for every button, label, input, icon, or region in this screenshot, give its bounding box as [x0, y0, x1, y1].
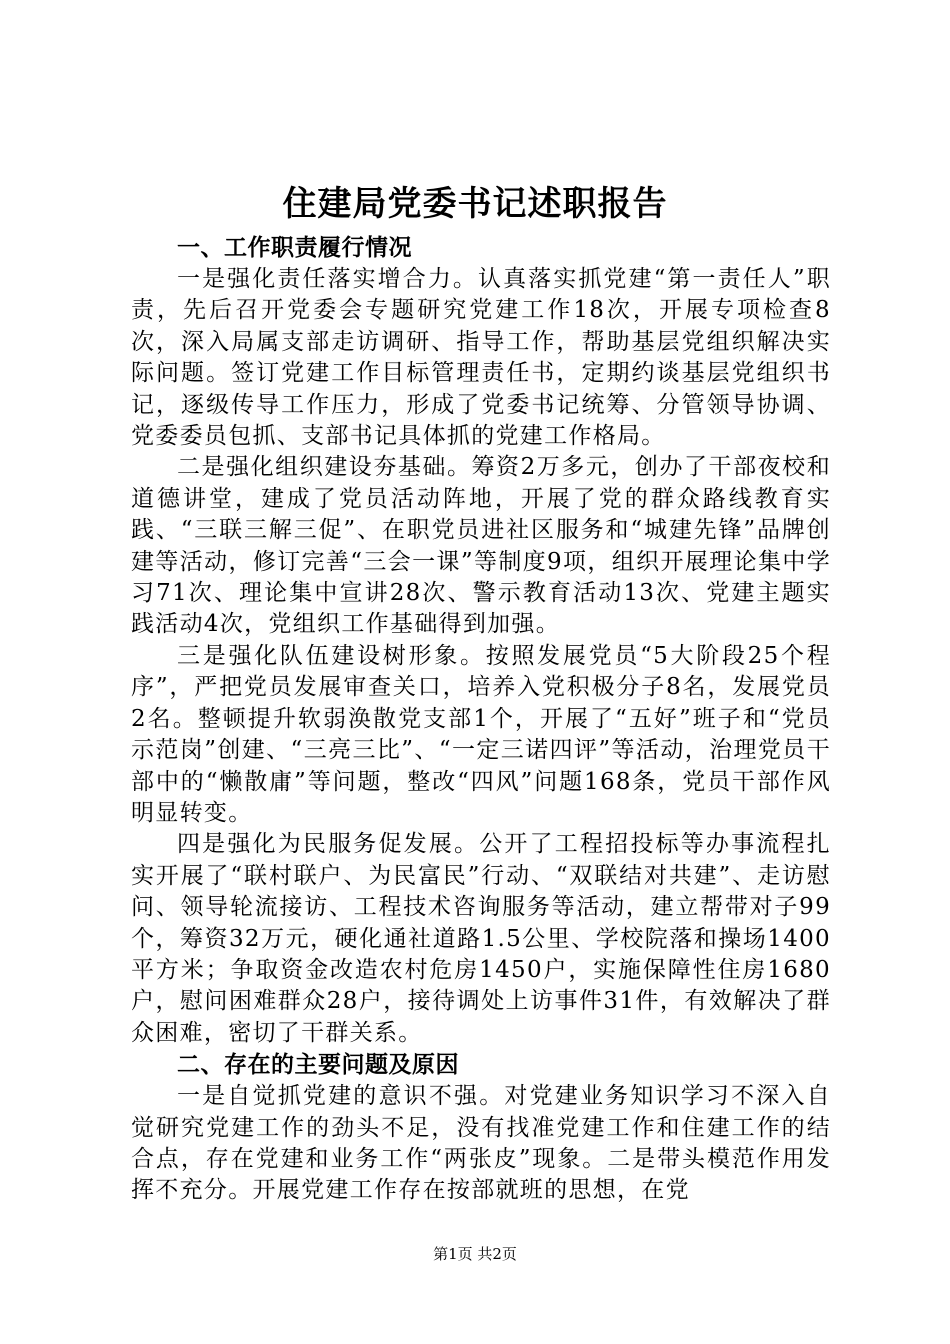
section-heading-problems: 二、存在的主要问题及原因: [177, 1052, 459, 1079]
document-body: [131, 232, 831, 1207]
page-number-footer: 第1页 共2页: [433, 1245, 517, 1263]
paragraph-organization: 二是强化组织建设夯基础。筹资2万多元，创办了干部夜校和道德讲堂，建成了党员活动阵地，开展了党的群众路线教育实践、“三联三解三促”、在职党员进社区服务和“城建先锋”品牌创建等活动，修订完善“三会一课”等制度9项，组织开展理论集中学习71次、理论集中宣讲28次、警示教育活动13次、党建主题实践活动4次，党组织工作基础得到加强。: [131, 454, 831, 638]
document-title: 住建局党委书记述职报告: [282, 184, 668, 224]
section-heading-duties: 一、工作职责履行情况: [177, 235, 412, 261]
paragraph-team: 三是强化队伍建设树形象。按照发展党员“5大阶段25个程序”，严把党员发展审查关口，培养入党积极分子8名，发展党员2名。整顿提升软弱涣散党支部1个，开展了“五好”班子和“党员示范岗”创建、“三亮三比”、“一定三诺四评”等活动，治理党员干部中的“懒散庸”等问题，整改“四风”问题168条，党员干部作风明显转变。: [131, 642, 831, 826]
paragraph-problems: 一是自觉抓党建的意识不强。对党建业务知识学习不深入自觉研究党建工作的劲头不足，没有找准党建工作和住建工作的结合点，存在党建和业务工作“两张皮”现象。二是带头模范作用发挥不充分。开展党建工作存在按部就班的思想，在党: [131, 1083, 831, 1204]
paragraph-responsibility: 一是强化责任落实增合力。认真落实抓党建“第一责任人”职责，先后召开党委会专题研究党建工作18次，开展专项检查8次，深入局属支部走访调研、指导工作，帮助基层党组织解决实际问题。签订党建工作目标管理责任书，定期约谈基层党组织书记，逐级传导工作压力，形成了党委书记统筹、分管领导协调、党委委员包抓、支部书记具体抓的党建工作格局。: [131, 266, 831, 450]
paragraph-service: 四是强化为民服务促发展。公开了工程招投标等办事流程扎实开展了“联村联户、为民富民”行动、“双联结对共建”、走访慰问、领导轮流接访、工程技术咨询服务等活动，建立帮带对子99个，筹资32万元，硬化通社道路1.5公里、学校院落和操场1400平方米；争取资金改造农村危房1450户，实施保障性住房1680户，慰问困难群众28户，接待调处上访事件31件，有效解决了群众困难，密切了干群关系。: [131, 831, 831, 1046]
